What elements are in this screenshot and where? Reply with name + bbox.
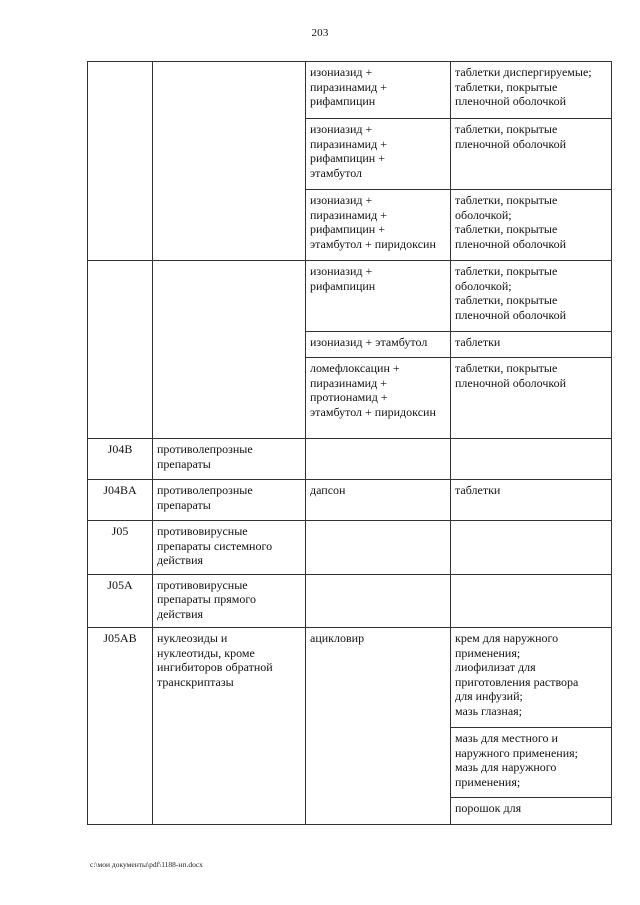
- dosage-form-cell: таблетки: [451, 480, 612, 521]
- dosage-form-cell: таблетки, покрытые оболочкой; таблетки, покрытые пленочной оболочкой: [451, 190, 612, 261]
- table-row: [88, 439, 612, 480]
- table-row: [88, 480, 612, 521]
- dosage-form-cell: таблетки: [451, 332, 612, 358]
- dosage-form-cell: таблетки, покрытые пленочной оболочкой: [451, 358, 612, 439]
- substance-cell: ломефлоксацин + пиразинамид + протионамид + этамбутол + пиридоксин: [306, 358, 451, 439]
- dosage-form-cell: крем для наружного применения; лиофилизат для приготовления раствора для инфузий; мазь глазная;: [451, 628, 612, 728]
- group-cell: противолепрозные препараты: [153, 439, 306, 480]
- atc-code-cell: J04B: [88, 439, 153, 480]
- substance-cell: [306, 439, 451, 480]
- table-row: [88, 574, 612, 628]
- dosage-form-cell: таблетки диспергируемые; таблетки, покрытые пленочной оболочкой: [451, 62, 612, 119]
- table-row: [88, 628, 612, 728]
- dosage-form-cell: [451, 521, 612, 575]
- table-row: [88, 62, 612, 119]
- group-cell: [153, 62, 306, 261]
- dosage-form-cell: [451, 574, 612, 628]
- dosage-form-cell: [451, 439, 612, 480]
- atc-code-cell: J05: [88, 521, 153, 575]
- group-cell: противовирусные препараты системного действия: [153, 521, 306, 575]
- group-cell: противолепрозные препараты: [153, 480, 306, 521]
- table-row: [88, 521, 612, 575]
- substance-cell: ацикловир: [306, 628, 451, 825]
- substance-cell: изониазид + пиразинамид + рифампицин: [306, 62, 451, 119]
- group-cell: [153, 261, 306, 439]
- dosage-form-cell: порошок для: [451, 798, 612, 825]
- atc-code-cell: [88, 62, 153, 261]
- drug-table: [87, 61, 612, 825]
- substance-cell: [306, 521, 451, 575]
- dosage-form-cell: мазь для местного и наружного применения; мазь для наружного применения;: [451, 728, 612, 798]
- dosage-form-cell: таблетки, покрытые оболочкой; таблетки, покрытые пленочной оболочкой: [451, 261, 612, 332]
- page-number: 203: [311, 27, 329, 39]
- substance-cell: [306, 574, 451, 628]
- atc-code-cell: J05AB: [88, 628, 153, 825]
- atc-code-cell: J05A: [88, 574, 153, 628]
- table-row: [88, 261, 612, 332]
- substance-cell: изониазид + этамбутол: [306, 332, 451, 358]
- dosage-form-cell: таблетки, покрытые пленочной оболочкой: [451, 119, 612, 190]
- group-cell: нуклеозиды и нуклеотиды, кроме ингибиторов обратной транскриптазы: [153, 628, 306, 825]
- footer-file-path: c:\мои документы\pdf\1188-нп.docx: [90, 860, 203, 869]
- substance-cell: изониазид + рифампицин: [306, 261, 451, 332]
- substance-cell: изониазид + пиразинамид + рифампицин + этамбутол + пиридоксин: [306, 190, 451, 261]
- substance-cell: дапсон: [306, 480, 451, 521]
- group-cell: противовирусные препараты прямого действия: [153, 574, 306, 628]
- atc-code-cell: [88, 261, 153, 439]
- substance-cell: изониазид + пиразинамид + рифампицин + этамбутол: [306, 119, 451, 190]
- atc-code-cell: J04BA: [88, 480, 153, 521]
